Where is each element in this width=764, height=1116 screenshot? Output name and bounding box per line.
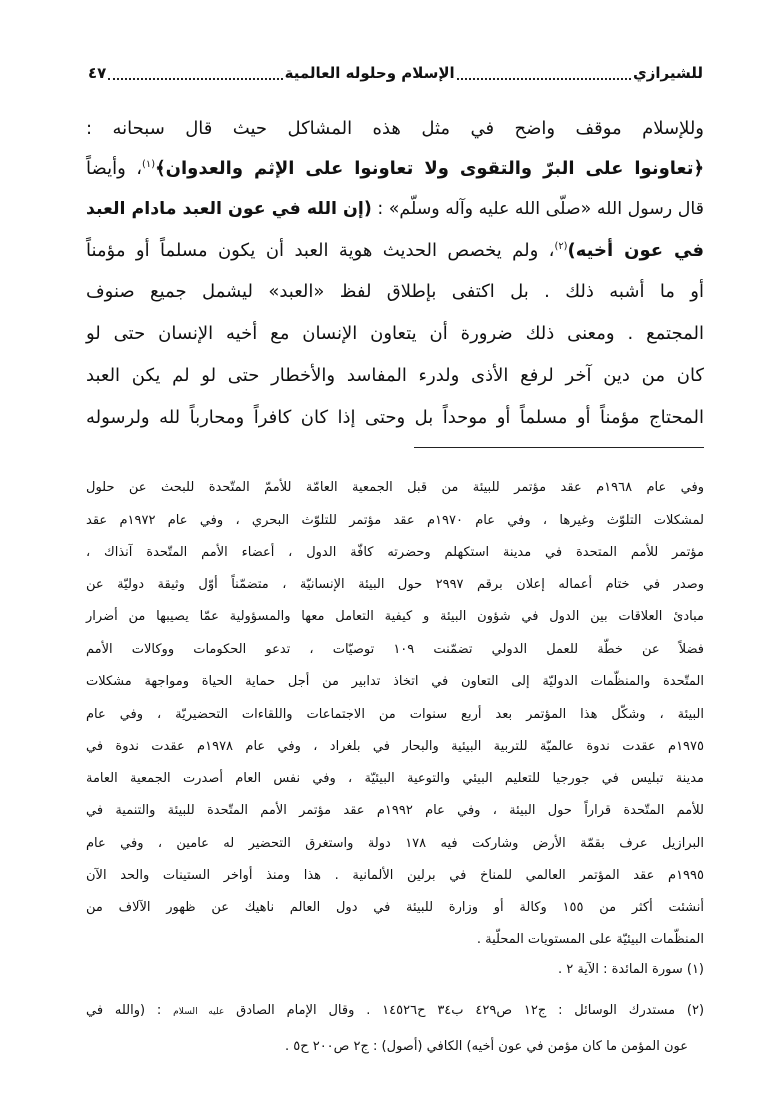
footnote-text: (٢) مستدرك الوسائل : ج١٢ ص٤٢٩ ب٣٤ ح١٤٥٢٦ . وقال الإمام الصادق	[236, 1003, 705, 1018]
header-leader-dots	[108, 66, 282, 80]
main-text-segment: ، ولم يخصص الحديث هوية العبد أن يكون مسلماً أو مؤمناً	[86, 240, 555, 261]
footnote-text: : (والله في	[86, 1003, 174, 1018]
footnote-1: (١) سورة المائدة : الآية ٢ .	[557, 962, 704, 977]
main-line: المجتمع . ومعنى ذلك ضرورة أن يتعاون الإنسان مع أخيه الإنسان حتى لو	[86, 323, 704, 344]
note-line: مؤتمر للأمم المتحدة في مدينة استكهلم وحضرته كافّة الدول ، أعضاء الأمم المتّحدة آنذاك ،	[86, 545, 704, 560]
note-line: أنشئت أكثر من ١٥٥ وكالة أو وزارة للبيئة في دول العالم ناهيك عن ظهور الآلاف من	[86, 900, 704, 915]
footnote-2	[86, 1004, 704, 1017]
running-header	[88, 60, 703, 86]
header-author: للشيرازي	[633, 64, 703, 82]
quran-verse: ﴿تعاونوا على البرّ والتقوى ولا تعاونوا على الإثم والعدوان﴾	[155, 158, 704, 179]
main-text-segment: قال رسول الله «صلّى الله عليه وآله وسلّم» :	[371, 199, 704, 219]
footnote-separator	[414, 447, 704, 448]
footnote-ref: (٢)	[554, 241, 568, 252]
note-line: ١٩٧٥م عقدت ندوة عالميّة للتربية البيئية والبحار في بلغراد ، وفي عام ١٩٧٨م عقدت ندوة في	[86, 739, 704, 754]
note-line: فضلاً عن خطّة للعمل الدولي تضمّنت ١٠٩ توصيّات ، تدعو الحكومات ووكالات الأمم	[86, 642, 705, 657]
main-line	[86, 160, 704, 178]
header-leader-dots	[457, 66, 631, 80]
note-line: وفي عام ١٩٦٨م عقد مؤتمر للبيئة من قبل الجمعية العامّة للأممّ المتّحدة للبحث عن حلول	[86, 480, 704, 495]
note-line: مبادئ العلاقات بين الدول في شؤون البيئة و كيفية التعامل معها والمسؤولية عمّا يصيبها من أضرار	[86, 609, 704, 624]
note-line: لمشكلات التلوّث وغيرها ، وفي عام ١٩٧٠م عقد مؤتمر للتلوّث البحري ، وفي عام ١٩٧٢م عقد	[86, 513, 704, 528]
page-number: ٤٧	[88, 64, 107, 82]
note-line: ١٩٩٥م عقد المؤتمر العالمي للمناخ في برلين الألمانية . هذا ومنذ أواخر الستينات والحد الآن	[86, 868, 704, 883]
main-line: كان من دين آخر لرفع الأذى ولدرء المفاسد والأخطار حتى لو لم يكن العبد	[86, 365, 704, 386]
footnote-2-continued: عون المؤمن ما كان مؤمن في عون أخيه) الكافي (أصول) : ج٢ ص٢٠٠ ح٥ .	[284, 1039, 688, 1054]
main-line: أو ما أشبه ذلك . بل اكتفى بإطلاق لفظ «العبد» ليشمل جميع صنوف	[86, 281, 704, 302]
note-line: المنظّمات البيئيّة على المستويات المحلّية .	[476, 932, 704, 947]
note-line: المتّحدة والمنظّمات الدوليّة إلى التعاون في اتخاذ تدابير من أجل حماية الحياة ومواجهة مشكلات	[86, 674, 704, 689]
note-line: وصدر في ختام أعماله إعلان برقم ٢٩٩٧ حول البيئة الإنسانيّة ، متضمّناً أوّل وثيقة دوليّة عن	[86, 577, 704, 592]
note-line: للأمم المتّحدة قراراً حول البيئة ، وفي عام ١٩٩٢م عقد مؤتمر الأمم المتّحدة للبيئة والتنمية في	[86, 803, 704, 818]
main-line: وللإسلام موقف واضح في مثل هذه المشاكل حيث قال سبحانه :	[86, 118, 704, 139]
main-line	[86, 242, 704, 260]
main-line: المحتاج مؤمناً أو مسلماً أو موحداً بل وحتى إذا كان كافراً ومحارباً لله ولرسوله	[86, 407, 704, 428]
main-line	[86, 201, 704, 218]
header-book-title: الإسلام وحلوله العالمية	[284, 64, 455, 82]
note-line: البيئة ، وشكّل هذا المؤتمر بعد أربع سنوات من الاجتماعات واللقاءات التحضيريّة ، وفي عام	[86, 707, 704, 722]
main-text-segment: ، وأيضاً	[86, 158, 143, 179]
note-line: مدينة تبليس في جورجيا للتعليم البيئي والتوعية البيئيّة ، وفي نفس العام أصدرت الجمعية العامة	[86, 771, 704, 786]
footnote-ref: (١)	[142, 159, 156, 170]
hadith-text: (إن الله في عون العبد مادام العبد	[86, 199, 372, 219]
note-line: البرازيل عرف بقمّة الأرض وشاركت فيه ١٧٨ دولة واستغرق التحضير له عامين ، وفي عام	[86, 836, 704, 851]
hadith-text: في عون أخيه)	[567, 240, 705, 261]
honorific-symbol: عليه السلام	[173, 1007, 225, 1017]
